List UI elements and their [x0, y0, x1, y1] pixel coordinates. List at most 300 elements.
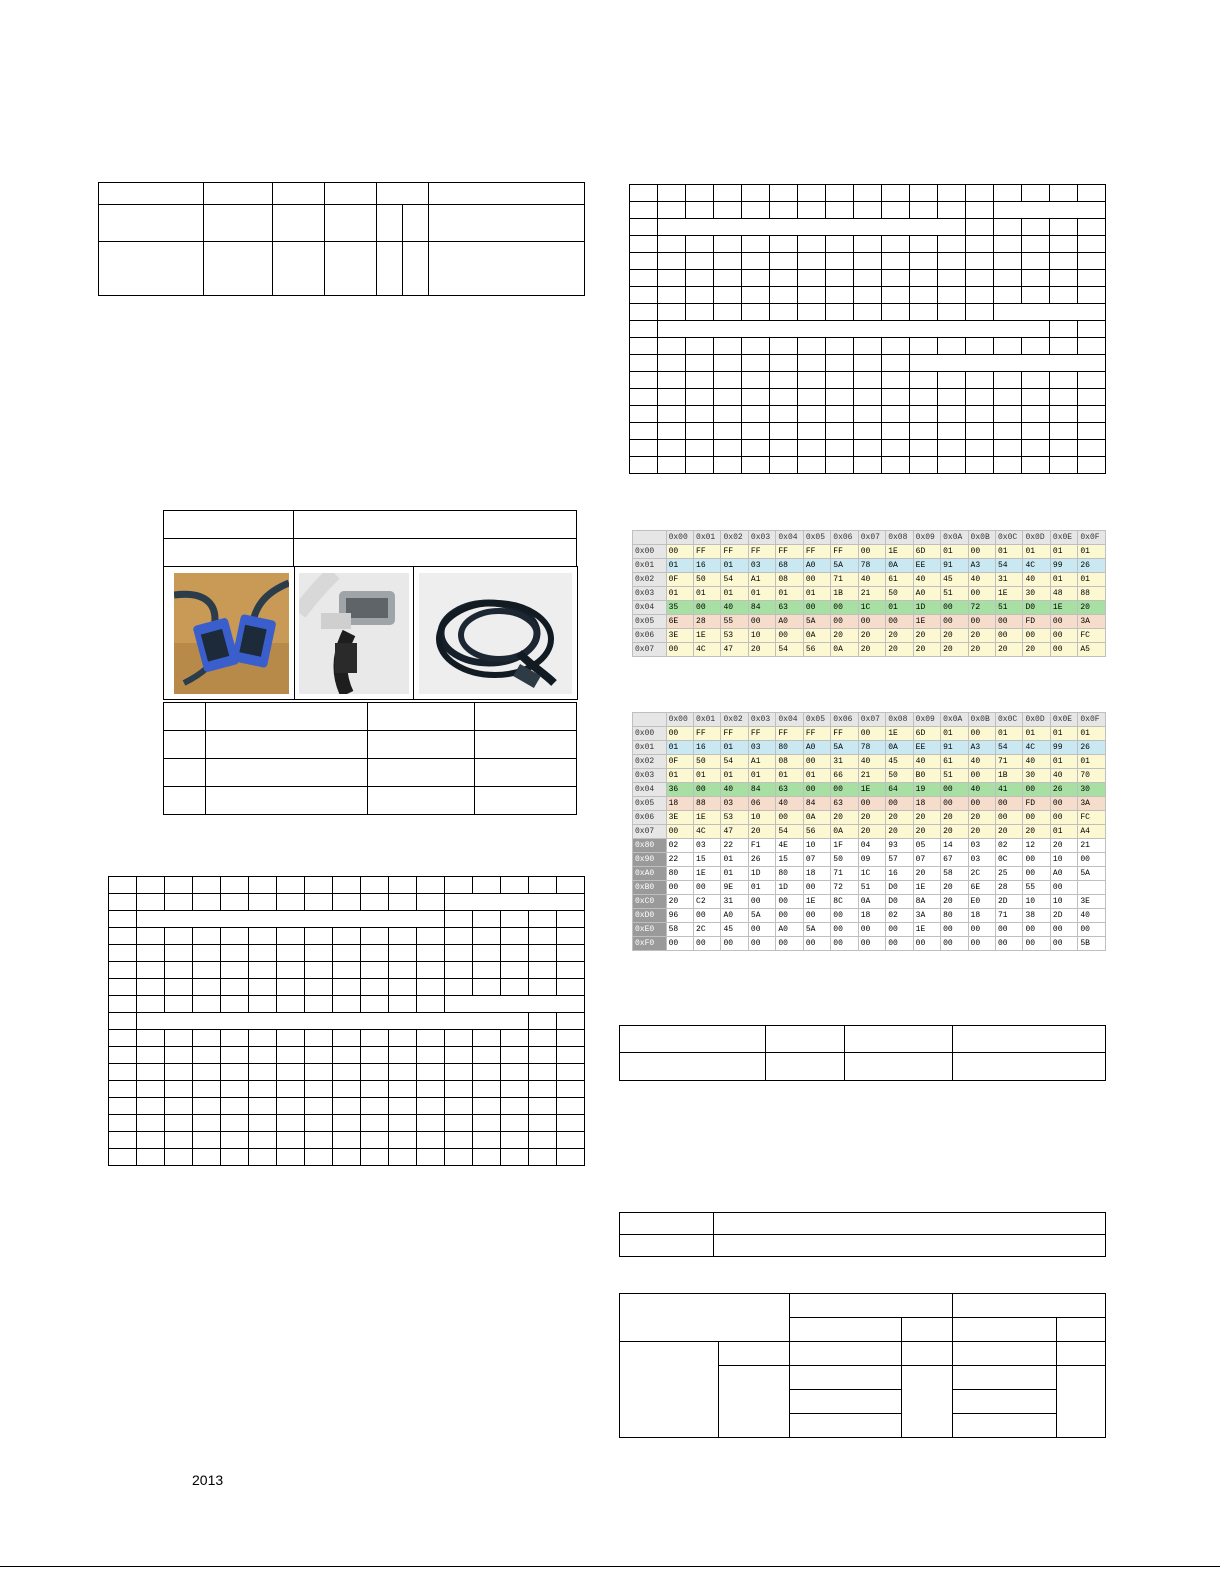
- footer-rule: [0, 1566, 1220, 1567]
- hex-cell: 53: [721, 629, 748, 643]
- hex-cell: 01: [1078, 545, 1106, 559]
- hex-cell: 00: [694, 881, 721, 895]
- hex-cell: 22: [721, 839, 748, 853]
- hex-cell: 06: [748, 797, 775, 811]
- hex-cell: 1E: [858, 783, 885, 797]
- hex-row-label: 0xC0: [633, 895, 667, 909]
- table-right-small: [619, 1025, 1106, 1081]
- hex-cell: FC: [1078, 811, 1106, 825]
- hex-row-label: 0xF0: [633, 937, 667, 951]
- hex-row: [633, 909, 1106, 923]
- hex-cell: 1C: [858, 867, 885, 881]
- hex-cell: 2C: [694, 923, 721, 937]
- hex-cell: 6D: [913, 727, 940, 741]
- hex-row: [633, 937, 1106, 951]
- hex-cell: 00: [858, 545, 885, 559]
- hex-cell: 00: [666, 643, 693, 657]
- hex-cell: FC: [1078, 629, 1106, 643]
- hex-cell: 00: [1050, 629, 1077, 643]
- hex-cell: 01: [1050, 573, 1077, 587]
- hex-cell: 05: [913, 839, 940, 853]
- hex-cell: 57: [886, 853, 913, 867]
- hex-cell: 01: [721, 741, 748, 755]
- hex-cell: 01: [1050, 755, 1077, 769]
- hex-row-label: 0x02: [633, 755, 667, 769]
- hex-cell: 00: [886, 937, 913, 951]
- hex-cell: 10: [748, 811, 775, 825]
- hex-row-label: 0x01: [633, 741, 667, 755]
- hex-cell: 16: [886, 867, 913, 881]
- table-right-two-row: [619, 1212, 1106, 1257]
- edid-table-digital: [632, 712, 1106, 951]
- hex-cell: FF: [803, 727, 830, 741]
- hex-cell: 03: [694, 839, 721, 853]
- hex-cell: 45: [721, 923, 748, 937]
- hex-col-header: 0x0D: [1023, 713, 1050, 727]
- hex-cell: 4C: [694, 825, 721, 839]
- hex-col-header: 0x05: [803, 713, 830, 727]
- hex-cell: D0: [886, 881, 913, 895]
- hex-cell: 21: [858, 587, 885, 601]
- table-top-left: [98, 182, 585, 296]
- hex-cell: 51: [858, 881, 885, 895]
- hex-cell: 40: [968, 783, 995, 797]
- hex-cell: 02: [996, 839, 1023, 853]
- hex-cell: 00: [803, 783, 830, 797]
- hex-cell: 00: [941, 937, 968, 951]
- hex-cell: 0A: [831, 643, 858, 657]
- hex-col-header: 0x0C: [996, 713, 1023, 727]
- hex-cell: 00: [694, 601, 721, 615]
- hex-cell: 31: [721, 895, 748, 909]
- hex-cell: 50: [694, 573, 721, 587]
- hex-cell: 10: [1023, 895, 1050, 909]
- hex-cell: 56: [803, 643, 830, 657]
- hex-cell: 00: [666, 937, 693, 951]
- hex-cell: 16: [694, 559, 721, 573]
- cable-label-table: [163, 510, 577, 567]
- hex-cell: 20: [968, 811, 995, 825]
- hex-cell: 08: [776, 573, 803, 587]
- hex-col-header: 0x06: [831, 531, 858, 545]
- hex-cell: 00: [858, 923, 885, 937]
- pin-grid-left: [108, 876, 585, 1166]
- hex-cell: 01: [996, 545, 1023, 559]
- hex-cell: 20: [941, 881, 968, 895]
- hex-cell: 00: [1078, 853, 1106, 867]
- hex-cell: 26: [1078, 559, 1106, 573]
- hex-cell: 63: [776, 783, 803, 797]
- hex-cell: 01: [941, 545, 968, 559]
- hex-col-header: 0x04: [776, 713, 803, 727]
- hex-cell: 72: [968, 601, 995, 615]
- hex-cell: 80: [941, 909, 968, 923]
- hex-row: [633, 839, 1106, 853]
- hex-cell: 20: [858, 811, 885, 825]
- hex-cell: 01: [721, 853, 748, 867]
- hex-cell: 56: [803, 825, 830, 839]
- hex-cell: 01: [1050, 545, 1077, 559]
- hex-cell: 00: [1050, 615, 1077, 629]
- hex-cell: 01: [776, 769, 803, 783]
- hex-col-header: 0x01: [694, 531, 721, 545]
- hex-cell: 00: [803, 881, 830, 895]
- hex-cell: 20: [1050, 839, 1077, 853]
- hex-cell: 51: [941, 769, 968, 783]
- hex-cell: 01: [721, 587, 748, 601]
- hex-row: [633, 881, 1106, 895]
- hex-cell: 71: [831, 867, 858, 881]
- hex-col-header: 0x0E: [1050, 713, 1077, 727]
- hex-cell: 1F: [831, 839, 858, 853]
- hex-col-header: 0x0D: [1023, 531, 1050, 545]
- hex-cell: A3: [968, 559, 995, 573]
- hex-cell: 1E: [694, 867, 721, 881]
- hex-cell: 61: [941, 755, 968, 769]
- hex-cell: 1E: [913, 615, 940, 629]
- hex-cell: 00: [721, 937, 748, 951]
- hex-cell: 00: [748, 895, 775, 909]
- hex-cell: 54: [776, 825, 803, 839]
- hex-row-label: 0x06: [633, 629, 667, 643]
- hex-row-label: 0x03: [633, 769, 667, 783]
- hex-cell: 20: [748, 825, 775, 839]
- hex-cell: 84: [803, 797, 830, 811]
- hex-cell: FF: [721, 727, 748, 741]
- hex-cell: 01: [776, 587, 803, 601]
- hex-cell: 01: [941, 727, 968, 741]
- hex-cell: FF: [694, 545, 721, 559]
- hex-cell: 20: [941, 629, 968, 643]
- hex-cell: 61: [886, 573, 913, 587]
- hex-row-label: 0x04: [633, 601, 667, 615]
- table-right-bottom: [619, 1293, 1106, 1438]
- hex-cell: 20: [831, 811, 858, 825]
- hex-row-label: 0x07: [633, 643, 667, 657]
- hex-cell: 1E: [803, 895, 830, 909]
- hex-cell: FF: [831, 727, 858, 741]
- hex-cell: 20: [886, 643, 913, 657]
- hex-cell: 4C: [1023, 559, 1050, 573]
- hex-cell: 20: [858, 643, 885, 657]
- hex-cell: 14: [941, 839, 968, 853]
- hex-cell: 91: [941, 741, 968, 755]
- hex-row: [633, 629, 1106, 643]
- hex-cell: 3E: [666, 811, 693, 825]
- hex-cell: A0: [721, 909, 748, 923]
- hex-col-header: 0x04: [776, 531, 803, 545]
- hex-cell: E0: [968, 895, 995, 909]
- hex-cell: 00: [968, 797, 995, 811]
- hex-cell: 01: [666, 741, 693, 755]
- hex-cell: 01: [694, 587, 721, 601]
- hex-cell: A0: [1050, 867, 1077, 881]
- hex-cell: 00: [1050, 811, 1077, 825]
- hex-cell: 10: [803, 839, 830, 853]
- hex-cell: 00: [968, 937, 995, 951]
- hex-row: [633, 853, 1106, 867]
- hex-row-label: 0xB0: [633, 881, 667, 895]
- hex-cell: 01: [666, 559, 693, 573]
- hex-cell: 00: [968, 545, 995, 559]
- hex-cell: 50: [831, 853, 858, 867]
- hex-cell: 54: [721, 755, 748, 769]
- hex-cell: 20: [996, 825, 1023, 839]
- hex-cell: 10: [1050, 895, 1077, 909]
- hex-cell: A0: [913, 587, 940, 601]
- hex-cell: 00: [858, 797, 885, 811]
- hex-cell: 19: [913, 783, 940, 797]
- hex-cell: 50: [886, 587, 913, 601]
- hex-cell: 1D: [776, 881, 803, 895]
- hex-row: [633, 727, 1106, 741]
- hex-cell: 53: [721, 811, 748, 825]
- hex-cell: [1078, 881, 1106, 895]
- hex-cell: 00: [831, 601, 858, 615]
- hex-cell: 20: [748, 643, 775, 657]
- hex-cell: 6E: [666, 615, 693, 629]
- hex-row: [633, 559, 1106, 573]
- hex-cell: 5A: [831, 741, 858, 755]
- hex-row-label: 0x90: [633, 853, 667, 867]
- hex-row-label: 0x02: [633, 573, 667, 587]
- hex-cell: 00: [694, 783, 721, 797]
- hex-row: [633, 867, 1106, 881]
- hex-cell: 20: [968, 629, 995, 643]
- hex-cell: 0A: [803, 811, 830, 825]
- hex-cell: 02: [886, 909, 913, 923]
- hex-cell: 01: [694, 769, 721, 783]
- hex-cell: 20: [913, 825, 940, 839]
- hex-cell: 71: [831, 573, 858, 587]
- hex-cell: 54: [996, 741, 1023, 755]
- hex-cell: 1E: [886, 545, 913, 559]
- hex-cell: 01: [803, 769, 830, 783]
- hex-cell: 1D: [913, 601, 940, 615]
- hex-cell: 99: [1050, 741, 1077, 755]
- hex-col-header: 0x0A: [941, 713, 968, 727]
- hex-cell: 18: [913, 797, 940, 811]
- hex-cell: 02: [666, 839, 693, 853]
- hex-row-label: 0x80: [633, 839, 667, 853]
- hex-cell: 84: [748, 601, 775, 615]
- hex-cell: 1E: [913, 881, 940, 895]
- hex-row-label: 0x05: [633, 797, 667, 811]
- hex-col-header: 0x0F: [1078, 531, 1106, 545]
- hex-cell: A0: [803, 741, 830, 755]
- hex-cell: 00: [941, 797, 968, 811]
- hex-cell: 00: [1050, 881, 1077, 895]
- hex-cell: 1B: [831, 587, 858, 601]
- hex-cell: 3A: [1078, 797, 1106, 811]
- hex-cell: 40: [1050, 769, 1077, 783]
- hex-cell: 28: [694, 615, 721, 629]
- hex-cell: 00: [803, 755, 830, 769]
- hex-cell: 47: [721, 825, 748, 839]
- hex-cell: 00: [1050, 643, 1077, 657]
- hex-cell: A0: [776, 615, 803, 629]
- hex-col-header: 0x0B: [968, 713, 995, 727]
- hex-cell: 00: [831, 937, 858, 951]
- hex-cell: A0: [803, 559, 830, 573]
- hex-cell: 20: [858, 629, 885, 643]
- hex-cell: 0F: [666, 755, 693, 769]
- hex-cell: 00: [1050, 923, 1077, 937]
- hex-cell: 00: [996, 797, 1023, 811]
- hex-cell: 1E: [996, 587, 1023, 601]
- hex-cell: 20: [858, 825, 885, 839]
- cable-spec-table: [163, 702, 577, 815]
- hex-cell: 18: [858, 909, 885, 923]
- hex-cell: 00: [996, 937, 1023, 951]
- hex-cell: 00: [803, 573, 830, 587]
- hex-cell: 20: [941, 895, 968, 909]
- hex-cell: 00: [831, 783, 858, 797]
- hex-row: [633, 601, 1106, 615]
- hex-cell: 5A: [831, 559, 858, 573]
- hex-col-header: 0x03: [748, 713, 775, 727]
- hex-cell: 08: [776, 755, 803, 769]
- hex-cell: 00: [858, 615, 885, 629]
- hex-cell: 1B: [996, 769, 1023, 783]
- hex-cell: 12: [1023, 839, 1050, 853]
- hex-cell: 40: [1023, 755, 1050, 769]
- hex-cell: 50: [694, 755, 721, 769]
- hex-cell: 30: [1023, 587, 1050, 601]
- hex-cell: FF: [748, 727, 775, 741]
- hex-cell: 70: [1078, 769, 1106, 783]
- hex-col-header: 0x09: [913, 531, 940, 545]
- hex-cell: 20: [1023, 643, 1050, 657]
- hex-col-header: 0x02: [721, 713, 748, 727]
- hex-cell: 00: [858, 727, 885, 741]
- hex-row-label: 0x00: [633, 545, 667, 559]
- hex-row-label: 0xE0: [633, 923, 667, 937]
- hex-row: [633, 783, 1106, 797]
- hex-cell: 5A: [803, 923, 830, 937]
- hex-cell: 18: [803, 867, 830, 881]
- hex-col-header: 0x08: [886, 713, 913, 727]
- hex-cell: 00: [941, 615, 968, 629]
- hex-col-header: 0x0F: [1078, 713, 1106, 727]
- hex-cell: 04: [858, 839, 885, 853]
- hex-corner: [633, 713, 667, 727]
- hex-row-label: 0x05: [633, 615, 667, 629]
- hex-cell: 40: [858, 755, 885, 769]
- hex-cell: 30: [1078, 783, 1106, 797]
- hex-cell: 00: [996, 615, 1023, 629]
- vga-cable-photo: [174, 573, 289, 694]
- hex-cell: 18: [666, 797, 693, 811]
- hex-cell: 4E: [776, 839, 803, 853]
- hex-cell: 16: [694, 741, 721, 755]
- hex-cell: 1E: [886, 727, 913, 741]
- hex-cell: 40: [858, 573, 885, 587]
- hex-row-label: 0x07: [633, 825, 667, 839]
- hex-cell: 10: [1050, 853, 1077, 867]
- hex-cell: 6E: [968, 881, 995, 895]
- hex-cell: 20: [913, 867, 940, 881]
- hex-cell: 20: [941, 643, 968, 657]
- hex-cell: 00: [803, 601, 830, 615]
- hex-cell: FD: [1023, 797, 1050, 811]
- hex-cell: 45: [941, 573, 968, 587]
- hex-row: [633, 573, 1106, 587]
- hex-cell: 20: [968, 643, 995, 657]
- hex-cell: 21: [858, 769, 885, 783]
- hex-cell: 40: [913, 755, 940, 769]
- hex-cell: 45: [886, 755, 913, 769]
- pin-grid-right: [629, 184, 1106, 474]
- hex-cell: 00: [941, 923, 968, 937]
- hex-cell: 26: [1050, 783, 1077, 797]
- hex-row: [633, 825, 1106, 839]
- hex-cell: 20: [886, 629, 913, 643]
- hex-cell: 50: [886, 769, 913, 783]
- hex-cell: 00: [1023, 629, 1050, 643]
- hex-cell: 00: [996, 629, 1023, 643]
- hex-cell: 0A: [858, 895, 885, 909]
- hex-cell: D0: [1023, 601, 1050, 615]
- hex-cell: 00: [996, 923, 1023, 937]
- hex-cell: 78: [858, 741, 885, 755]
- hex-cell: 20: [1023, 825, 1050, 839]
- hex-cell: 88: [694, 797, 721, 811]
- hex-cell: 03: [721, 797, 748, 811]
- hex-cell: 0F: [666, 573, 693, 587]
- hex-cell: 01: [1023, 545, 1050, 559]
- hex-cell: 00: [913, 937, 940, 951]
- hex-row: [633, 587, 1106, 601]
- hex-cell: 26: [1078, 741, 1106, 755]
- hex-cell: 00: [858, 937, 885, 951]
- hex-cell: 51: [996, 601, 1023, 615]
- hex-cell: 00: [748, 615, 775, 629]
- hex-cell: 6D: [913, 545, 940, 559]
- hex-cell: 00: [1023, 923, 1050, 937]
- hex-col-header: 0x03: [748, 531, 775, 545]
- hex-col-header: 0x06: [831, 713, 858, 727]
- hex-row: [633, 811, 1106, 825]
- hex-cell: 72: [831, 881, 858, 895]
- hex-cell: 26: [748, 853, 775, 867]
- hex-cell: 1E: [694, 629, 721, 643]
- hex-cell: 40: [1023, 573, 1050, 587]
- hex-col-header: 0x0A: [941, 531, 968, 545]
- hex-row: [633, 615, 1106, 629]
- hex-row: [633, 741, 1106, 755]
- hex-cell: 2D: [996, 895, 1023, 909]
- hex-cell: 55: [721, 615, 748, 629]
- hex-cell: 09: [858, 853, 885, 867]
- hex-cell: 41: [996, 783, 1023, 797]
- hex-col-header: 0x07: [858, 531, 885, 545]
- hex-cell: D0: [886, 895, 913, 909]
- hex-cell: 00: [776, 937, 803, 951]
- hex-row-label: 0xD0: [633, 909, 667, 923]
- hex-col-header: 0x0C: [996, 531, 1023, 545]
- hex-cell: 63: [831, 797, 858, 811]
- hex-cell: 00: [776, 811, 803, 825]
- hex-cell: 0A: [803, 629, 830, 643]
- hex-cell: 00: [748, 923, 775, 937]
- hex-col-header: 0x07: [858, 713, 885, 727]
- hex-col-header: 0x0B: [968, 531, 995, 545]
- hex-cell: 20: [1078, 601, 1106, 615]
- hex-cell: 40: [776, 797, 803, 811]
- hex-cell: 01: [886, 601, 913, 615]
- hex-cell: 15: [776, 853, 803, 867]
